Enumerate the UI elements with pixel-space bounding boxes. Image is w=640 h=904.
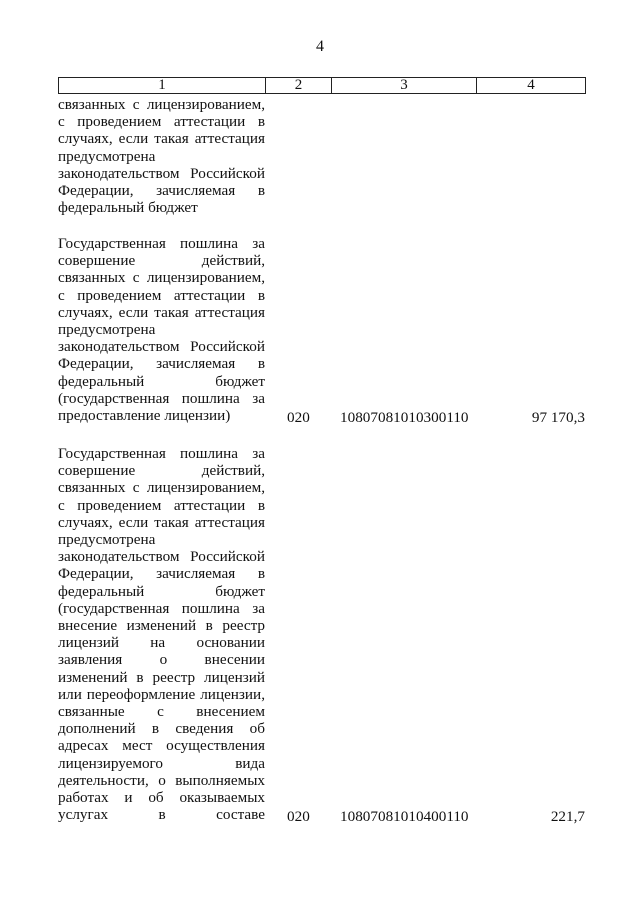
continuation-text bbox=[58, 96, 265, 216]
text-line: случаях, если такая аттестация bbox=[58, 303, 265, 321]
text-line: Федерации, зачисляемая в bbox=[58, 565, 265, 583]
page-number: 4 bbox=[316, 38, 324, 55]
row-1-description bbox=[58, 235, 265, 424]
text-line: внесение изменений в реестр bbox=[58, 617, 265, 635]
header-col-1: 1 bbox=[59, 78, 266, 93]
header-col-4: 4 bbox=[527, 77, 535, 93]
text-line: законодательством Российской bbox=[58, 338, 265, 356]
text-line: дополнений в сведения об bbox=[58, 720, 265, 738]
text-line: связанных с лицензированием, bbox=[58, 96, 265, 113]
text-line: связанных с лицензированием, bbox=[58, 479, 265, 497]
text-line: законодательством Российской bbox=[58, 548, 265, 566]
row-2-amount: 221,7 bbox=[550, 808, 585, 825]
text-line: (государственная пошлина за bbox=[58, 599, 265, 617]
text-line: с проведением аттестации в bbox=[58, 286, 265, 304]
text-line: совершение действий, bbox=[58, 252, 265, 270]
text-line: федеральный бюджет bbox=[58, 372, 265, 390]
row-2-description bbox=[58, 445, 265, 823]
text-line: с проведением аттестации в bbox=[58, 496, 265, 514]
text-line: услугах в составе bbox=[58, 806, 265, 824]
header-col-2: 2 bbox=[266, 78, 332, 93]
text-line: федеральный бюджет bbox=[58, 199, 198, 217]
text-line: предусмотрена bbox=[58, 321, 156, 339]
row-1-amount: 97 170,3 bbox=[531, 409, 585, 426]
text-line: связанные с внесением bbox=[58, 703, 265, 721]
row-2-code: 020 bbox=[287, 808, 310, 825]
text-line: случаях, если такая аттестация bbox=[58, 513, 265, 531]
text-line: случаях, если такая аттестация bbox=[58, 130, 265, 148]
text-line: изменений в реестр лицензий bbox=[58, 668, 265, 686]
text-line: предоставление лицензии) bbox=[58, 407, 231, 425]
table-header bbox=[58, 77, 586, 94]
text-line: с проведением аттестации в bbox=[58, 113, 265, 131]
row-1-code: 020 bbox=[287, 409, 310, 426]
text-line: федеральный бюджет bbox=[58, 582, 265, 600]
text-line: лицензий на основании bbox=[58, 634, 265, 652]
text-line: деятельности, о выполняемых bbox=[58, 771, 265, 789]
text-line: предусмотрена bbox=[58, 147, 156, 165]
row-1-kbk: 10807081010300110 bbox=[340, 409, 469, 426]
text-line: адресах мест осуществления bbox=[58, 737, 265, 755]
text-line: или переоформление лицензии, bbox=[58, 685, 265, 703]
row-2-kbk: 10807081010400110 bbox=[340, 808, 469, 825]
header-col-3: 3 bbox=[332, 78, 477, 93]
text-line: заявления о внесении bbox=[58, 651, 265, 669]
text-line: Государственная пошлина за bbox=[58, 235, 265, 252]
text-line: Федерации, зачисляемая в bbox=[58, 355, 265, 373]
text-line: совершение действий, bbox=[58, 462, 265, 480]
text-line: законодательством Российской bbox=[58, 164, 265, 182]
text-line: Государственная пошлина за bbox=[58, 445, 265, 462]
text-line: (государственная пошлина за bbox=[58, 389, 265, 407]
text-line: предусмотрена bbox=[58, 531, 156, 549]
text-line: связанных с лицензированием, bbox=[58, 269, 265, 287]
text-line: работах и об оказываемых bbox=[58, 789, 265, 807]
text-line: Федерации, зачисляемая в bbox=[58, 182, 265, 200]
text-line: лицензируемого вида bbox=[58, 754, 265, 772]
